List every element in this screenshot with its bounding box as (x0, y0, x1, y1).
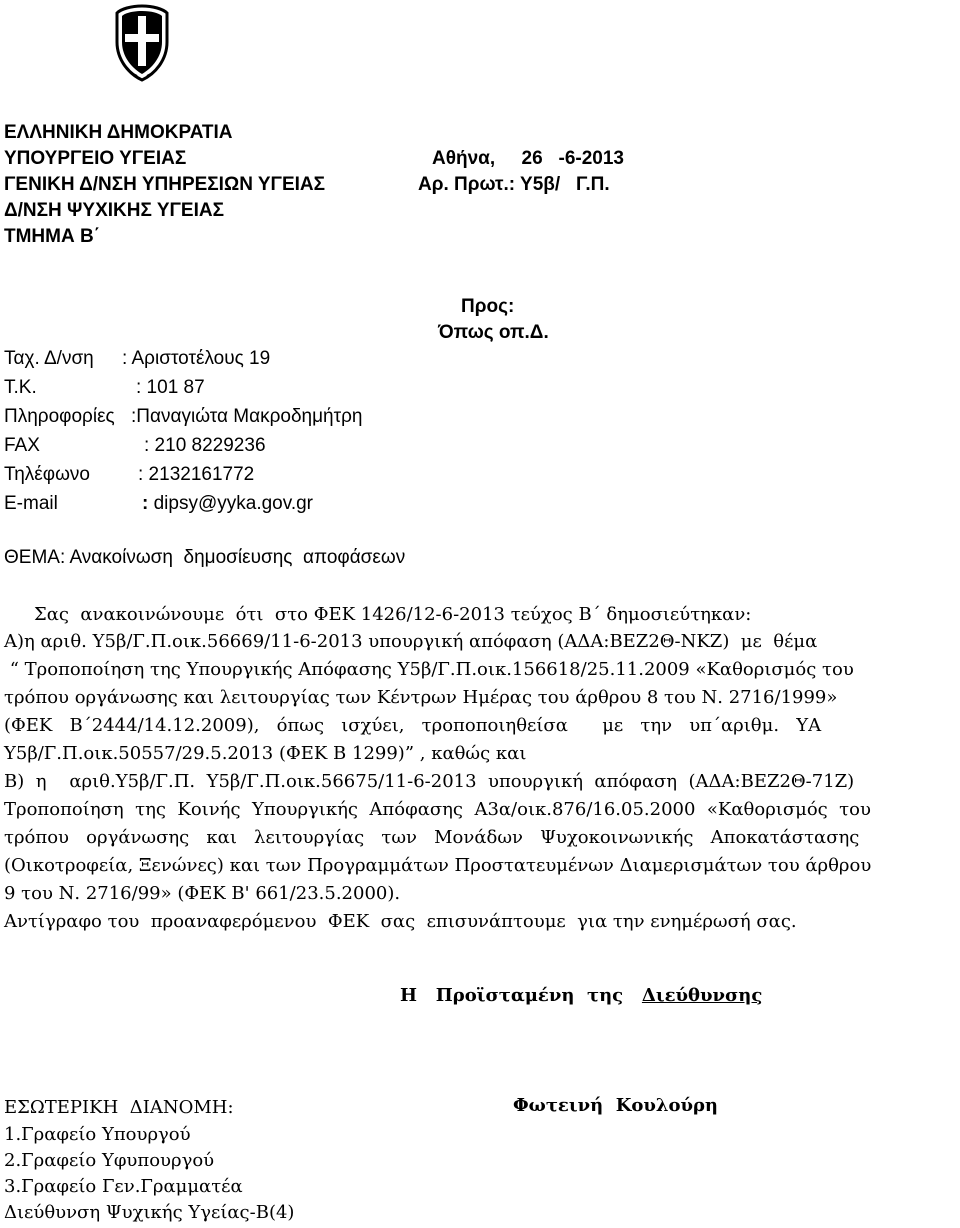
email-link[interactable]: dipsy@yyka.gov.gr (153, 493, 313, 514)
document-date: Αθήνα, 26 -6-2013 (432, 148, 624, 169)
distribution-heading: ΕΣΩΤΕΡΙΚΗ ΔΙΑΝΟΜΗ: (4, 1097, 234, 1118)
contact-value: : 2132161772 (138, 464, 255, 485)
body-line: Α)η αριθ. Υ5β/Γ.Π.οικ.56669/11-6-2013 υπουργική απόφαση (ΑΔΑ:ΒΕΖ2Θ-ΝΚΖ) με θέμα (4, 631, 818, 652)
header-line: ΓΕΝΙΚΗ Δ/ΝΣΗ ΥΠΗΡΕΣΙΩΝ ΥΓΕΙΑΣ (4, 174, 326, 195)
body-line: (Οικοτροφεία, Ξενώνες) και των Προγραμμάτων Προστατευμένων Διαμερισμάτων του άρθρου (4, 855, 872, 876)
signature-title-underlined: Διεύθυνσης (641, 985, 763, 1006)
signature-title-prefix: Η Προϊσταμένη της (400, 985, 642, 1006)
contact-label: Ταχ. Δ/νση (4, 348, 94, 369)
header-line: ΤΜΗΜΑ Β΄ (4, 226, 101, 247)
contact-value: : Αριστοτέλους 19 (122, 348, 271, 369)
protocol-number: Αρ. Πρωτ.: Υ5β/ Γ.Π. (418, 174, 610, 195)
header-line: ΥΠΟΥΡΓΕΙΟ ΥΓΕΙΑΣ (4, 148, 187, 169)
body-line: 9 του Ν. 2716/99» (ΦΕΚ Β' 661/23.5.2000). (4, 883, 401, 904)
contact-label: E-mail (4, 493, 58, 514)
contact-value-prefix: : (142, 493, 154, 514)
header-block (4, 120, 325, 250)
body-line: Υ5β/Γ.Π.οικ.50557/29.5.2013 (ΦΕΚ Β 1299)” , καθώς και (4, 743, 527, 764)
subject-line: ΘΕΜΑ: Ανακοίνωση δημοσίευσης αποφάσεων (4, 547, 406, 568)
body-text (4, 604, 954, 934)
header-line: Δ/ΝΣΗ ΨΥΧΙΚΗΣ ΥΓΕΙΑΣ (4, 200, 225, 221)
body-line: Β) η αριθ.Υ5β/Γ.Π. Υ5β/Γ.Π.οικ.56675/11-6-2013 υπουργική απόφαση (ΑΔΑ:ΒΕΖ2Θ-71Ζ) (4, 771, 855, 792)
contact-label: FAX (4, 435, 40, 456)
distribution-item: 3.Γραφείο Γεν.Γραμματέα (4, 1176, 243, 1197)
body-line: Αντίγραφο του προαναφερόμενου ΦΕΚ σας επισυνάπτουμε για την ενημέρωσή σας. (4, 911, 797, 932)
body-line: Τροποποίηση της Κοινής Υπουργικής Απόφασης Α3α/οικ.876/16.05.2000 «Καθορισμός του (4, 799, 871, 820)
body-line: τρόπου οργάνωσης και λειτουργίας των Κέντρων Ημέρας του άρθρου 8 του Ν. 2716/1999» (4, 687, 838, 708)
body-line: (ΦΕΚ Β΄2444/14.12.2009), όπως ισχύει, τροποποιηθείσα με την υπ΄αριθμ. ΥΑ (4, 715, 822, 736)
signature-title (400, 985, 762, 1006)
recipient-label: Προς: (461, 296, 515, 317)
contact-label: Πληροφορίες (4, 406, 115, 427)
body-line: “ Τροποποίηση της Υπουργικής Απόφασης Υ5β/Γ.Π.οικ.156618/25.11.2009 «Καθορισμός του (4, 659, 854, 680)
distribution-item: Διεύθυνση Ψυχικής Υγείας-Β(4) (4, 1202, 295, 1223)
recipient-value: Όπως οπ.Δ. (438, 322, 549, 343)
contact-value: : 210 8229236 (144, 435, 266, 456)
contact-label: Τ.Κ. (4, 377, 37, 398)
signatory-name: Φωτεινή Κουλούρη (513, 1095, 719, 1116)
contact-value: : 101 87 (136, 377, 205, 398)
hellenic-republic-emblem (113, 4, 171, 82)
contact-value: :Παναγιώτα Μακροδημήτρη (131, 406, 363, 427)
body-line: τρόπου οργάνωσης και λειτουργίας των Μονάδων Ψυχοκοινωνικής Αποκατάστασης (4, 827, 860, 848)
distribution-item: 2.Γραφείο Υφυπουργού (4, 1150, 215, 1171)
distribution-item: 1.Γραφείο Υπουργού (4, 1124, 191, 1145)
body-intro: Σας ανακοινώνουμε ότι στο ΦΕΚ 1426/12-6-2013 τεύχος Β΄ δημοσιεύτηκαν: (34, 604, 752, 625)
contact-email-wrapper (142, 493, 313, 515)
contact-label: Τηλέφωνο (4, 464, 90, 485)
header-line: ΕΛΛΗΝΙΚΗ ΔΗΜΟΚΡΑΤΙΑ (4, 122, 233, 143)
